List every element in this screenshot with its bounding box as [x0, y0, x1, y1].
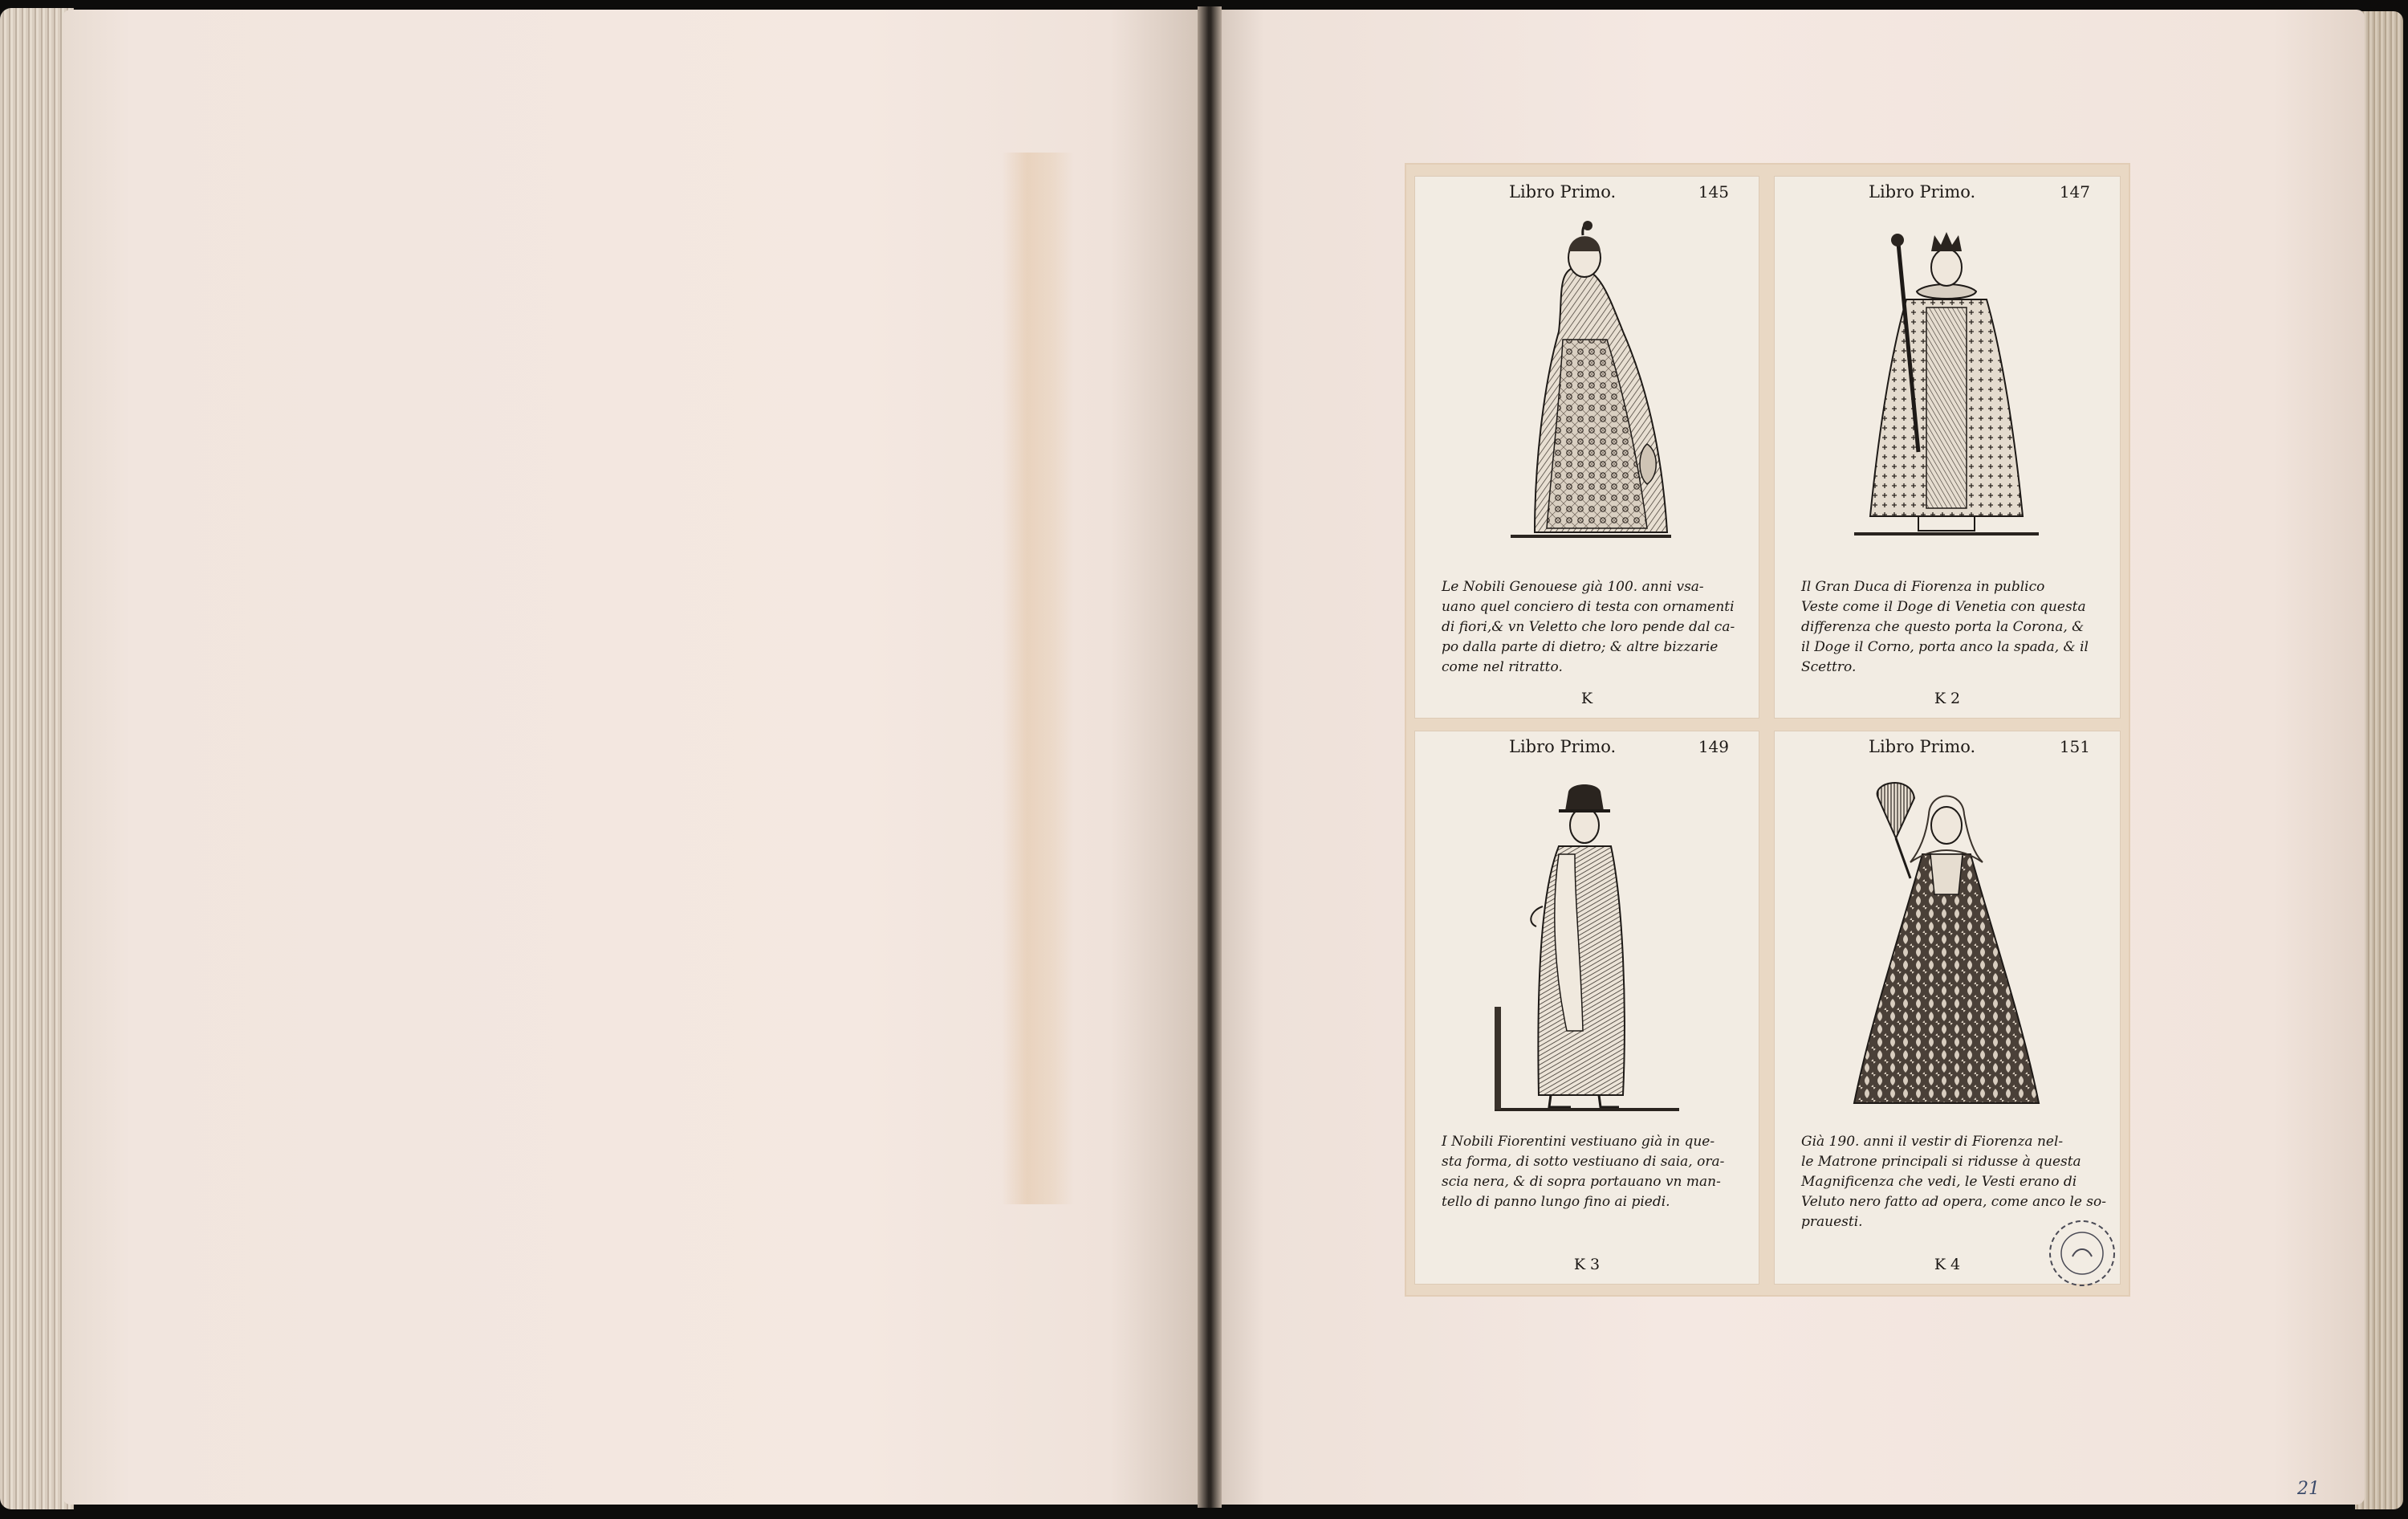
plate-header: [1774, 182, 2121, 205]
signature-mark: K 3: [1573, 1256, 1601, 1273]
caption-line: Già 190. anni il vestir di Fiorenza nel-: [1801, 1134, 2064, 1150]
caption-line: Veste come il Doge di Venetia con questa: [1801, 599, 2086, 615]
page-number: 149: [1698, 737, 1729, 756]
caption-line: sta forma, di sotto vestiuano di saia, ora-: [1442, 1154, 1725, 1170]
caption-line: uano quel conciero di testa con ornamenti: [1442, 599, 1735, 615]
caption-line: tello di panno lungo fino ai piedi.: [1442, 1194, 1670, 1210]
water-stain: [1002, 153, 1074, 1204]
caption-line: I Nobili Fiorentini vestiuano già in que-: [1442, 1134, 1715, 1150]
caption-line: come nel ritratto.: [1442, 659, 1563, 675]
signature-mark: K 4: [1934, 1256, 1961, 1273]
library-stamp-icon: [2045, 1216, 2119, 1290]
caption-line: po dalla parte di dietro; & altre bizzarie: [1442, 639, 1719, 655]
plate-genoese-noblewoman: [1414, 176, 1759, 719]
mounted-plates-sheet: [1406, 165, 2129, 1295]
page-number: 151: [2059, 737, 2090, 756]
caption-line: Il Gran Duca di Fiorenza in publico: [1801, 579, 2045, 595]
caption-line: di fiori,& vn Veletto che loro pende dal ca-: [1442, 619, 1735, 635]
caption-line: prauesti.: [1801, 1214, 1863, 1230]
plate-header: [1414, 182, 1759, 205]
page-number: 147: [2059, 182, 2090, 202]
signature-mark: K 2: [1934, 690, 1961, 707]
caption-line: scia nera, & di sopra portauano vn man-: [1442, 1174, 1721, 1190]
caption-line: Le Nobili Genouese già 100. anni vsa-: [1442, 579, 1704, 595]
caption-line: il Doge il Corno, porta anco la spada, & il: [1801, 639, 2089, 655]
running-title: Libro Primo.: [1509, 182, 1617, 202]
matron-woodcut-icon: [1822, 766, 2071, 1119]
running-title: Libro Primo.: [1869, 182, 1976, 202]
caption-line: Scettro.: [1801, 659, 1857, 675]
book-gutter: [1198, 6, 1222, 1508]
plate-caption: [1801, 577, 2090, 678]
page-number: 145: [1698, 182, 1729, 202]
plate-header: [1414, 737, 1759, 760]
plate-caption: [1442, 577, 1735, 678]
caption-line: Magnificenza che vedi, le Vesti erano di: [1801, 1174, 2077, 1190]
grand-duke-woodcut-icon: [1822, 211, 2071, 564]
noblewoman-woodcut-icon: [1462, 211, 1711, 564]
caption-line: Veluto nero fatto ad opera, come anco le so-: [1801, 1194, 2106, 1210]
caption-line: differenza che questo porta la Corona, &: [1801, 619, 2085, 635]
folio-number: 21: [2297, 1479, 2320, 1499]
running-title: Libro Primo.: [1509, 737, 1617, 756]
caption-line: le Matrone principali si ridusse à questa: [1801, 1154, 2081, 1170]
signature-mark: K: [1580, 690, 1593, 707]
plate-florentine-matron: [1774, 731, 2121, 1285]
plate-caption: [1442, 1132, 1731, 1212]
plate-header: [1774, 737, 2121, 760]
running-title: Libro Primo.: [1869, 737, 1976, 756]
plate-grand-duke: [1774, 176, 2121, 719]
plate-florentine-nobleman: [1414, 731, 1759, 1285]
nobleman-woodcut-icon: [1462, 766, 1711, 1119]
